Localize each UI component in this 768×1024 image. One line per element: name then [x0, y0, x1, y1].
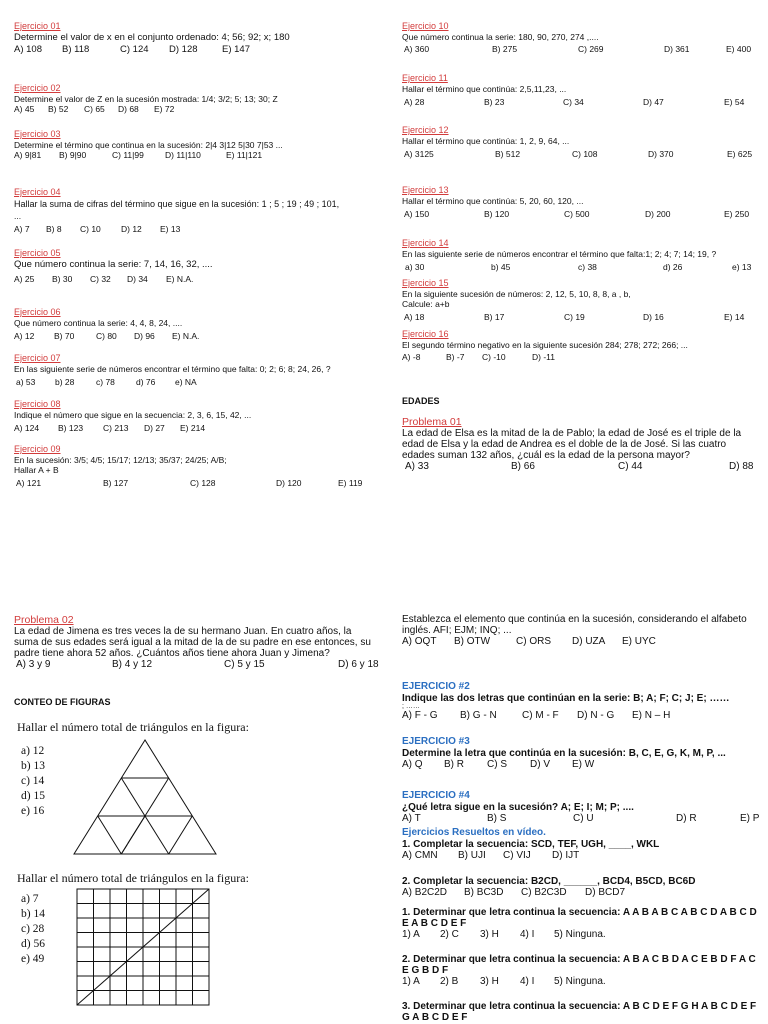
exercise-16 — [402, 329, 758, 363]
exercise-question-cont: Calcule: a+b — [402, 299, 450, 309]
option-a: A) 18 — [404, 312, 425, 322]
exercise-title: Ejercicio 15 — [402, 278, 449, 288]
option-c: C) 108 — [572, 149, 598, 159]
option-c: C) S — [487, 759, 507, 770]
option-b: B) 17 — [484, 312, 505, 322]
option-a: A) 360 — [404, 44, 430, 54]
exercise-question: Que número continua la serie: 4, 4, 8, 24, .... — [14, 318, 183, 328]
triangle-figure — [70, 738, 220, 858]
exercise-07 — [14, 353, 374, 388]
video-question-4: 2. Determinar que letra continua la secuencia: A B A C B D A C E B D F A C E G B D F — [402, 954, 756, 976]
video-options-1 — [402, 850, 758, 862]
option-e: E) 11|121 — [226, 150, 263, 160]
option-e: E) 214 — [180, 423, 206, 433]
exercise-question: Indique el número que sigue en la secuencia: 2, 3, 6, 15, 42, ... — [14, 410, 252, 420]
option-d: D) 11|110 — [165, 150, 201, 160]
option-d: D) N - G — [577, 710, 615, 721]
option-2: 2) B — [440, 976, 459, 987]
option-b: B) 275 — [492, 44, 518, 54]
exercise-question: Determine el término que continua en la sucesión: 2|4 3|12 5|30 7|53 ... — [14, 140, 283, 150]
option-c: C) 65 — [84, 104, 105, 114]
option-d: D) 16 — [643, 312, 664, 322]
option-d: D) V — [530, 759, 550, 770]
option-d: D) 12 — [121, 224, 142, 234]
option-c: c) 38 — [578, 262, 597, 272]
exercise-options — [402, 149, 758, 160]
option-c: C) 34 — [563, 97, 584, 107]
option-c: C) M - F — [522, 710, 559, 721]
option-a: A) 121 — [16, 478, 42, 488]
exercise-title: Ejercicio 08 — [14, 399, 61, 409]
option-e: e) 16 — [21, 805, 45, 817]
option-b: b) 28 — [55, 377, 75, 387]
option-d: D) 370 — [648, 149, 674, 159]
exercise-06 — [14, 307, 374, 342]
option-b: B) 9|90 — [59, 150, 87, 160]
option-b: B) 118 — [62, 44, 90, 55]
problem-title: Problema 02 — [14, 614, 74, 626]
option-a: A) 9|81 — [14, 150, 42, 160]
option-c: C) 128 — [190, 478, 216, 488]
option-b: B) 52 — [48, 104, 69, 114]
option-a: A) OQT — [402, 636, 437, 647]
exercise-title: Ejercicio 09 — [14, 444, 61, 454]
option-c: C) 213 — [103, 423, 129, 433]
exercise-title: Ejercicio 14 — [402, 238, 449, 248]
figure-options-1 — [21, 744, 45, 819]
video-options-3 — [402, 929, 758, 941]
option-a: A) 45 — [14, 104, 35, 114]
exercise-14 — [402, 238, 758, 273]
exercise-09 — [14, 444, 374, 489]
exercise-title: Ejercicio 04 — [14, 187, 61, 197]
option-c: C) B2C3D — [521, 887, 567, 898]
option-3: 3) H — [480, 929, 499, 940]
option-b: B) 127 — [103, 478, 129, 488]
option-b: B) -7 — [446, 352, 465, 362]
option-e: e) NA — [175, 377, 197, 387]
option-d: d) 15 — [21, 790, 45, 802]
problem-text: La edad de Jimena es tres veces la de su hermano Juan. En cuatro años, la suma de sus edades será igual a la mitad de la de su padre en ese entonces, su padre tiene ahora 52 años. ¿Cuántos años tiene ahora Juan y Jimena? — [14, 626, 371, 659]
problem-01 — [402, 416, 758, 473]
option-d: D) -11 — [532, 352, 555, 362]
grid-figure — [76, 888, 212, 1008]
exercise-title: Ejercicio 11 — [402, 73, 448, 83]
option-c: C) 5 y 15 — [224, 659, 265, 670]
video-question-1: 1. Completar la secuencia: SCD, TEF, UGH, ____, WKL — [402, 839, 660, 850]
option-d: D) R — [676, 813, 697, 824]
exercise-options — [14, 44, 374, 56]
exercise-title: EJERCICIO #4 — [402, 790, 470, 801]
exercise-01 — [14, 21, 374, 56]
exercise-title: Ejercicio 05 — [14, 248, 61, 258]
video-title: Ejercicios Resueltos en vídeo. — [402, 827, 546, 838]
option-c: C) 44 — [618, 461, 643, 472]
option-a: A) B2C2D — [402, 887, 448, 898]
option-d: D) IJT — [552, 850, 580, 861]
exercise-question-cont: Hallar A + B — [14, 465, 59, 475]
option-c: c) 78 — [96, 377, 115, 387]
video-options-2 — [402, 887, 758, 899]
exercise-title: Ejercicio 16 — [402, 329, 449, 339]
option-e: E) 400 — [726, 44, 752, 54]
exercise-question: Que número continua la serie: 180, 90, 270, 274 ,.... — [402, 32, 599, 42]
exercise-03 — [14, 129, 374, 161]
option-c: C) 32 — [90, 274, 111, 284]
option-c: C) 80 — [96, 331, 117, 341]
option-e: E) 625 — [727, 149, 753, 159]
exercise-options — [14, 331, 374, 342]
option-c: C) 269 — [578, 44, 604, 54]
exercise-title: EJERCICIO #3 — [402, 736, 470, 747]
exercise-15 — [402, 278, 758, 323]
option-5: 5) Ninguna. — [554, 929, 606, 940]
option-d: D) UZA — [572, 636, 606, 647]
exercise-question: Que número continua la serie: 7, 14, 16, 32, .... — [14, 259, 213, 270]
option-d: D) 6 y 18 — [338, 659, 379, 670]
option-a: a) 30 — [405, 262, 425, 272]
option-a: A) 28 — [404, 97, 425, 107]
exercise-options — [402, 97, 758, 108]
option-c: C) 19 — [564, 312, 585, 322]
option-c: C) ORS — [516, 636, 551, 647]
video-exercise-2 — [402, 876, 758, 899]
video-options-4 — [402, 976, 758, 988]
exercise-options — [402, 312, 758, 323]
exercise-question: Indique las dos letras que continúan en la serie: B; A; F; C; J; E; …… — [402, 693, 730, 704]
option-4: 4) I — [520, 929, 535, 940]
option-a: A) 12 — [14, 331, 35, 341]
option-e: E) 250 — [724, 209, 750, 219]
exercise-title: Ejercicio 10 — [402, 21, 449, 31]
option-d: d) 76 — [136, 377, 156, 387]
option-e: E) P — [740, 813, 760, 824]
option-d: D) 47 — [643, 97, 664, 107]
exercise-question: En la siguiente sucesión de números: 2, 12, 5, 10, 8, 8, a , b, — [402, 289, 631, 299]
option-3: 3) H — [480, 976, 499, 987]
exercise-title: Ejercicio 13 — [402, 185, 449, 195]
exercise-question: En las siguiente serie de números encontrar el término que falta:1; 2; 4; 7; 14; 19, ? — [402, 249, 717, 259]
option-d: D) BCD7 — [585, 887, 626, 898]
exercise-question-cont: ... — [14, 211, 22, 221]
figure-question-2: Hallar el número total de triángulos en la figura: — [17, 871, 249, 885]
option-5: 5) Ninguna. — [554, 976, 606, 987]
ejercicio-2 — [402, 681, 758, 722]
option-4: 4) I — [520, 976, 535, 987]
exercise-title: Ejercicio 12 — [402, 125, 449, 135]
video-exercise-4 — [402, 954, 758, 988]
option-c: c) 14 — [21, 775, 45, 787]
option-a: A) -8 — [402, 352, 421, 362]
exercise-options — [14, 274, 374, 285]
option-c: C) 500 — [564, 209, 590, 219]
option-a: A) Q — [402, 759, 423, 770]
problem-text: La edad de Elsa es la mitad de la de Pablo; la edad de José es el triple de la edad de Elsa y la edad de Andrea es el doble de la de José. Si las cuatro edades suman 132 años, ¿cuál es la edad de la persona mayor? — [402, 428, 742, 461]
exercise-13 — [402, 185, 758, 220]
option-d: D) 88 — [729, 461, 754, 472]
exercise-title: Ejercicio 03 — [14, 129, 61, 139]
option-c: C) 11|99 — [112, 150, 144, 160]
exercise-options — [14, 104, 374, 115]
exercise-options — [402, 759, 758, 771]
option-a: A) 25 — [14, 274, 35, 284]
option-d: d) 26 — [663, 262, 683, 272]
exercise-question: Determine el valor de Z en la sucesión mostrada: 1/4; 3/2; 5; 13; 30; Z — [14, 94, 278, 104]
exercise-options — [402, 710, 758, 722]
option-b: b) 14 — [21, 908, 45, 920]
exercise-title: Ejercicio 02 — [14, 83, 61, 93]
option-d: D) 96 — [134, 331, 155, 341]
video-question-2: 2. Completar la secuencia: B2CD, ______, BCD4, B5CD, BC6D — [402, 876, 696, 887]
exercise-question: El segundo término negativo en la siguiente sucesión 284; 278; 272; 266; ... — [402, 340, 688, 350]
section-heading-edades: EDADES — [402, 396, 440, 406]
option-e: E) W — [572, 759, 595, 770]
option-e: E) N.A. — [166, 274, 194, 284]
option-1: 1) A — [402, 929, 420, 940]
option-a: A) CMN — [402, 850, 438, 861]
option-e: E) N – H — [632, 710, 671, 721]
exercise-options — [14, 377, 374, 388]
option-e: E) 54 — [724, 97, 745, 107]
option-a: A) F - G — [402, 710, 438, 721]
option-e: E) 147 — [222, 44, 250, 55]
option-a: A) 3 y 9 — [16, 659, 51, 670]
option-a: A) 108 — [14, 44, 42, 55]
option-b: B) R — [444, 759, 464, 770]
option-e: E) N.A. — [172, 331, 200, 341]
section-heading-conteo: CONTEO DE FIGURAS — [14, 697, 111, 707]
option-b: B) 66 — [511, 461, 535, 472]
option-b: B) 120 — [484, 209, 510, 219]
exercise-02 — [14, 83, 374, 115]
option-c: C) U — [573, 813, 594, 824]
exercise-question: En las siguiente serie de números encontrar el término que falta: 0; 2; 6; 8; 24, 26, ? — [14, 364, 331, 374]
exercise-options — [402, 262, 758, 273]
option-b: B) 512 — [495, 149, 521, 159]
option-b: B) 70 — [54, 331, 75, 341]
option-c: C) -10 — [482, 352, 506, 362]
option-b: B) BC3D — [464, 887, 504, 898]
option-c: C) 10 — [80, 224, 101, 234]
option-a: a) 7 — [21, 893, 39, 905]
exercise-options — [402, 352, 758, 363]
exercise-options — [402, 636, 758, 648]
exercise-04 — [14, 187, 374, 235]
exercise-question: Hallar el término que continúa: 5, 20, 60, 120, ... — [402, 196, 584, 206]
alphabet-exercise — [402, 614, 758, 648]
exercise-12 — [402, 125, 758, 160]
option-a: A) 124 — [14, 423, 40, 433]
option-b: B) 4 y 12 — [112, 659, 153, 670]
exercise-question: ¿Qué letra sigue en la sucesión? A; E; I; M; P; .... — [402, 802, 634, 813]
option-a: A) 7 — [14, 224, 30, 234]
exercise-08 — [14, 399, 374, 434]
option-e: E) 72 — [154, 104, 175, 114]
option-d: D) 361 — [664, 44, 690, 54]
option-a: A) 33 — [405, 461, 429, 472]
exercise-options — [402, 44, 758, 55]
exercise-question: Determine la letra que continúa en la sucesión: B, C, E, G, K, M, P, ... — [402, 748, 726, 759]
option-a: A) T — [402, 813, 421, 824]
option-b: B) 30 — [52, 274, 73, 284]
option-d: D) 27 — [144, 423, 165, 433]
problem-02 — [14, 614, 379, 671]
exercise-title: EJERCICIO #2 — [402, 681, 470, 692]
exercise-question: Hallar el término que continúa: 1, 2, 9, 64, ... — [402, 136, 570, 146]
exercise-title: Ejercicio 01 — [14, 21, 61, 31]
video-exercise-3 — [402, 907, 758, 941]
option-c: c) 28 — [21, 923, 45, 935]
option-2: 2) C — [440, 929, 459, 940]
option-b: B) 8 — [46, 224, 62, 234]
video-question-3: 1. Determinar que letra continua la secuencia: A A B A B C A B C D A B C D E A B C D E F — [402, 907, 757, 929]
exercise-question: Determine el valor de x en el conjunto ordenado: 4; 56; 92; x; 180 — [14, 32, 290, 43]
option-a: A) 3125 — [404, 149, 434, 159]
exercise-question: Establezca el elemento que continúa en la sucesión, considerando el alfabeto inglés. AFI; EJM; INQ; ... — [402, 614, 747, 636]
option-e: E) UYC — [622, 636, 656, 647]
exercise-options — [14, 423, 374, 434]
exercise-11 — [402, 73, 758, 108]
exercise-05 — [14, 248, 374, 285]
option-c: C) VIJ — [503, 850, 531, 861]
exercise-title: Ejercicio 07 — [14, 353, 61, 363]
video-exercise-5 — [402, 1001, 758, 1023]
ejercicio-3 — [402, 736, 758, 771]
option-d: D) 128 — [169, 44, 198, 55]
problem-options — [402, 461, 758, 473]
option-b: B) 123 — [58, 423, 84, 433]
option-d: D) 120 — [276, 478, 302, 488]
option-b: b) 13 — [21, 760, 45, 772]
option-d: D) 200 — [645, 209, 671, 219]
option-e: e) 13 — [732, 262, 752, 272]
option-d: D) 34 — [127, 274, 148, 284]
option-b: B) OTW — [454, 636, 491, 647]
option-c: C) 124 — [120, 44, 149, 55]
exercise-question: Hallar la suma de cifras del término que sigue en la sucesión: 1 ; 5 ; 19 ; 49 ; 101, — [14, 199, 340, 209]
exercise-options — [14, 478, 374, 489]
problem-options — [14, 659, 379, 671]
exercise-question-cont: ; …… — [402, 703, 420, 710]
exercise-options — [402, 209, 758, 220]
option-b: B) G - N — [460, 710, 497, 721]
figure-options-2 — [21, 892, 45, 967]
option-e: E) 14 — [724, 312, 745, 322]
exercise-options — [14, 224, 374, 235]
video-exercises — [402, 827, 758, 862]
ejercicio-4 — [402, 790, 758, 825]
option-b: B) 23 — [484, 97, 505, 107]
exercise-question: En la sucesión: 3/5; 4/5; 15/17; 12/13; 35/37; 24/25; A/B; — [14, 455, 227, 465]
figure-question-1: Hallar el número total de triángulos en la figura: — [17, 720, 249, 734]
option-a: a) 53 — [16, 377, 36, 387]
exercise-options — [14, 150, 374, 161]
option-e: E) 119 — [338, 478, 363, 488]
exercise-options — [402, 813, 758, 825]
option-e: E) 13 — [160, 224, 181, 234]
exercise-10 — [402, 21, 758, 55]
option-d: d) 56 — [21, 938, 45, 950]
option-b: b) 45 — [491, 262, 511, 272]
exercise-title: Ejercicio 06 — [14, 307, 61, 317]
video-question-5: 3. Determinar que letra continua la secuencia: A B C D E F G H A B C D E F G A B C D E F — [402, 1001, 757, 1023]
option-1: 1) A — [402, 976, 420, 987]
option-b: B) S — [487, 813, 507, 824]
option-e: e) 49 — [21, 953, 45, 965]
option-d: D) 68 — [118, 104, 139, 114]
option-b: B) UJI — [458, 850, 486, 861]
problem-title: Problema 01 — [402, 416, 462, 428]
exercise-question: Hallar el término que continúa: 2,5,11,23, ... — [402, 84, 567, 94]
option-a: A) 150 — [404, 209, 430, 219]
option-a: a) 12 — [21, 745, 45, 757]
